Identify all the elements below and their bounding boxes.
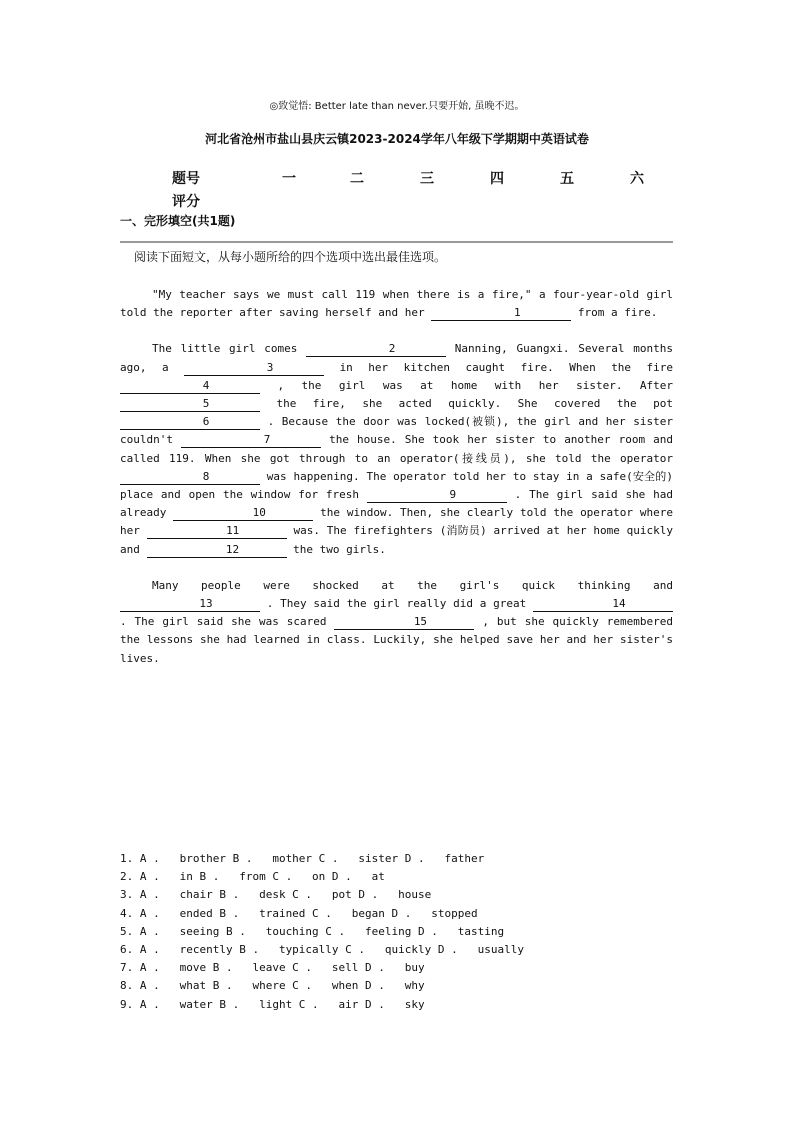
option-row-3[interactable]: 3. A . chair B . desk C . pot D . house (120, 888, 432, 902)
score-col-3: 三 (420, 171, 434, 187)
text: "My teacher says we must call 119 when there is a fire," a four-year-old girl told the reporter after saving herself and her (120, 288, 673, 320)
blank-6[interactable]: 6 (120, 415, 260, 430)
motto: ◎致觉悟: Better late than never.只要开始, 虽晚不迟。 (269, 101, 525, 112)
blank-14[interactable]: 14 (533, 597, 673, 612)
answer-options (120, 850, 524, 1014)
paragraph-2 (120, 340, 673, 558)
exam-title: 河北省沧州市盐山县庆云镇2023-2024学年八年级下学期期中英语试卷 (205, 132, 589, 146)
option-row-1[interactable]: 1. A . brother B . mother C . sister D . father (120, 852, 485, 865)
blank-3[interactable]: 3 (184, 361, 324, 376)
text: . Because the door was locked(被锁), the girl and her sister couldn't (120, 415, 673, 447)
blank-13[interactable]: 13 (120, 597, 260, 612)
option-row-2[interactable]: 2. A . in B . from C . on D . at (120, 870, 385, 884)
cloze-passage (120, 286, 673, 686)
score-row-label: 题号 (172, 171, 200, 187)
text: the two girls. (293, 542, 386, 556)
score-col-1: 一 (282, 171, 296, 187)
text: , the girl was at home with her sister. After (277, 378, 674, 392)
blank-7[interactable]: 7 (181, 433, 321, 448)
text: , but she quickly remembered the lessons she had learned in class. Luckily, she helped save her and her sister's lives. (120, 615, 674, 665)
blank-10[interactable]: 10 (173, 506, 313, 521)
text: was. The firefighters (消防员) arrived at her home quickly and (120, 524, 674, 556)
blank-9[interactable]: 9 (367, 488, 507, 503)
text: The little girl comes (152, 342, 298, 356)
option-row-7[interactable]: 7. A . move B . leave C . sell D . buy (120, 961, 425, 975)
blank-8[interactable]: 8 (120, 470, 260, 485)
score-row2-label: 评分 (172, 194, 200, 210)
option-row-8[interactable]: 8. A . what B . where C . when D . why (120, 979, 425, 993)
section-heading: 一、完形填空(共1题) (120, 214, 236, 228)
blank-4[interactable]: 4 (120, 379, 260, 394)
blank-2[interactable]: 2 (306, 342, 446, 357)
paragraph-3 (120, 577, 673, 668)
text: the window. Then, she clearly told the operator where her (120, 506, 674, 538)
score-table (172, 168, 672, 190)
option-row-6[interactable]: 6. A . recently B . typically C . quickly D . usually (120, 943, 524, 957)
option-row-9[interactable]: 9. A . water B . light C . air D . sky (120, 997, 425, 1011)
paragraph-1 (120, 286, 673, 322)
score-col-2: 二 (350, 171, 364, 187)
divider (120, 241, 673, 243)
option-row-5[interactable]: 5. A . seeing B . touching C . feeling D . tasting (120, 924, 505, 938)
text: from a fire. (577, 306, 658, 320)
instruction: 阅读下面短文，从每小题所给的四个选项中选出最佳选项。 (134, 250, 447, 264)
text: in her kitchen caught fire. When the fire (339, 360, 674, 374)
text: the house. She took her sister to another room and called 119. When she got through to an operator(接线员), she told the operator (120, 433, 673, 465)
text: . The girl said she had already (120, 488, 674, 520)
score-col-6: 六 (630, 171, 644, 187)
blank-12[interactable]: 12 (147, 543, 287, 558)
score-col-4: 四 (490, 171, 504, 187)
blank-5[interactable]: 5 (120, 397, 260, 412)
blank-11[interactable]: 11 (147, 524, 287, 539)
text: . The girl said she was scared (120, 615, 327, 629)
blank-1[interactable]: 1 (431, 306, 571, 321)
text: the fire, she acted quickly. She covered the pot (276, 397, 674, 411)
text: . They said the girl really did a great (266, 597, 527, 611)
blank-15[interactable]: 15 (334, 615, 474, 630)
text: Nanning, Guangxi. Several months ago, a (120, 342, 673, 374)
option-row-4[interactable]: 4. A . ended B . trained C . began D . stopped (120, 906, 478, 920)
text: Many people were shocked at the girl's quick thinking and (152, 578, 673, 592)
score-col-5: 五 (560, 171, 574, 187)
text: was happening. The operator told her to stay in a safe(安全的) place and open the window for fresh (120, 469, 673, 502)
